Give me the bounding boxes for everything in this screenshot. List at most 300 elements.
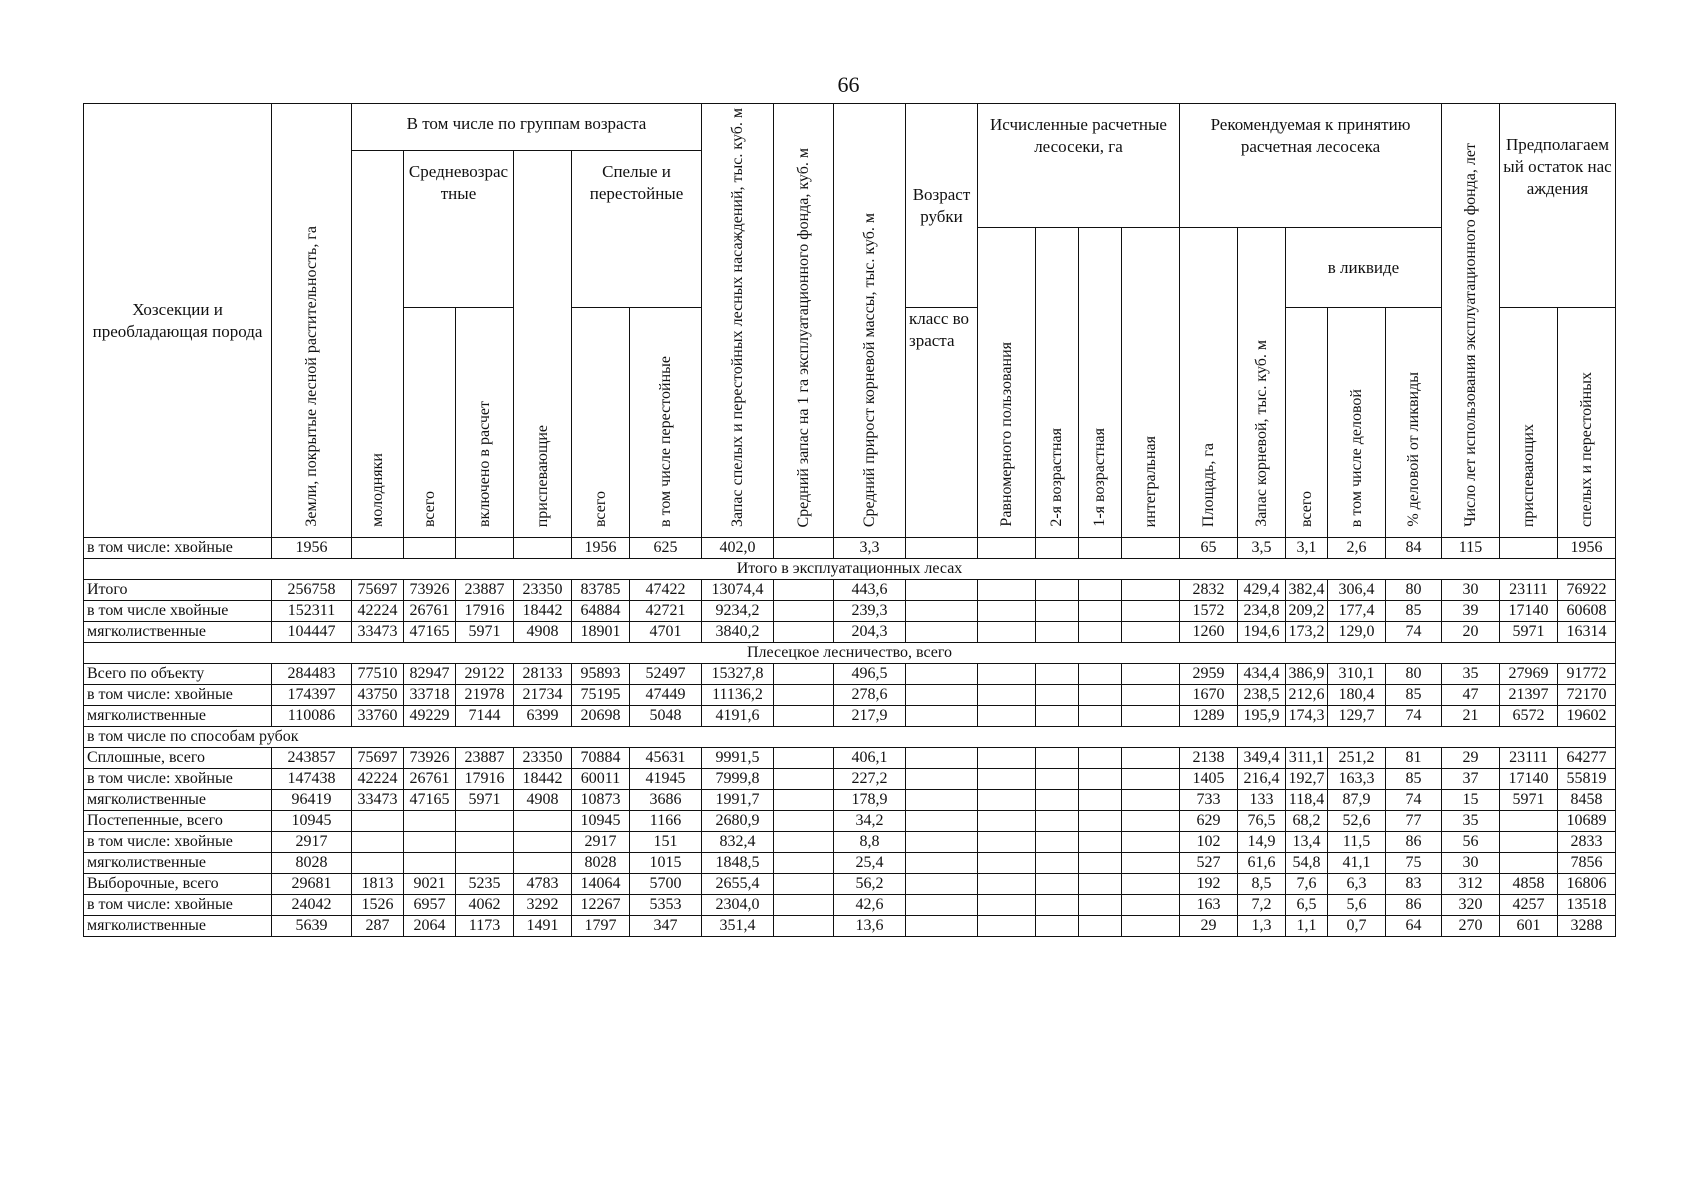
table-cell bbox=[404, 538, 456, 559]
table-cell bbox=[1036, 874, 1079, 895]
table-cell bbox=[774, 832, 834, 853]
table-cell bbox=[1036, 664, 1079, 685]
table-cell: 1813 bbox=[352, 874, 404, 895]
table-cell: 2,6 bbox=[1328, 538, 1386, 559]
table-cell bbox=[906, 580, 978, 601]
table-cell bbox=[774, 853, 834, 874]
table-cell: 4858 bbox=[1500, 874, 1558, 895]
table-cell: 1572 bbox=[1180, 601, 1238, 622]
header-avg-growth: Средний прирост корневой массы, тыс. куб. м bbox=[834, 104, 906, 538]
row-label: Всего по объекту bbox=[84, 664, 272, 685]
table-cell: 1015 bbox=[630, 853, 702, 874]
table-cell: 629 bbox=[1180, 811, 1238, 832]
table-cell bbox=[1036, 706, 1079, 727]
table-cell: 15327,8 bbox=[702, 664, 774, 685]
table-cell bbox=[1500, 811, 1558, 832]
table-cell bbox=[1122, 685, 1180, 706]
table-cell: 163 bbox=[1180, 895, 1238, 916]
table-cell: 1166 bbox=[630, 811, 702, 832]
row-label: Постепенные, всего bbox=[84, 811, 272, 832]
table-cell: 2138 bbox=[1180, 748, 1238, 769]
table-cell bbox=[1500, 538, 1558, 559]
table-cell bbox=[1079, 664, 1122, 685]
table-cell: 64277 bbox=[1558, 748, 1616, 769]
table-cell: 81 bbox=[1386, 748, 1442, 769]
row-label: Итого bbox=[84, 580, 272, 601]
table-cell bbox=[978, 580, 1036, 601]
table-cell: 5,6 bbox=[1328, 895, 1386, 916]
header-liquid-pct: % деловой от ликвиды bbox=[1386, 308, 1442, 538]
table-cell bbox=[774, 538, 834, 559]
table-cell: 35 bbox=[1442, 811, 1500, 832]
table-cell bbox=[456, 811, 514, 832]
table-cell bbox=[456, 832, 514, 853]
table-row bbox=[84, 706, 1616, 727]
table-cell: 33473 bbox=[352, 790, 404, 811]
table-cell: 91772 bbox=[1558, 664, 1616, 685]
table-cell bbox=[978, 748, 1036, 769]
table-cell: 55819 bbox=[1558, 769, 1616, 790]
table-cell: 163,3 bbox=[1328, 769, 1386, 790]
table-cell: 8028 bbox=[572, 853, 630, 874]
table-cell: 349,4 bbox=[1238, 748, 1286, 769]
row-label: в том числе: хвойные bbox=[84, 832, 272, 853]
table-cell: 60608 bbox=[1558, 601, 1616, 622]
table-cell: 80 bbox=[1386, 664, 1442, 685]
table-cell: 1956 bbox=[1558, 538, 1616, 559]
table-cell: 733 bbox=[1180, 790, 1238, 811]
table-row bbox=[84, 916, 1616, 937]
table-cell: 102 bbox=[1180, 832, 1238, 853]
table-cell: 6957 bbox=[404, 895, 456, 916]
table-cell: 7999,8 bbox=[702, 769, 774, 790]
row-label: мягколиственные bbox=[84, 853, 272, 874]
table-cell: 73926 bbox=[404, 748, 456, 769]
table-cell bbox=[906, 874, 978, 895]
table-cell: 29681 bbox=[272, 874, 352, 895]
table-cell: 2655,4 bbox=[702, 874, 774, 895]
table-cell: 832,4 bbox=[702, 832, 774, 853]
table-cell: 35 bbox=[1442, 664, 1500, 685]
table-cell bbox=[906, 601, 978, 622]
section-row bbox=[84, 559, 1616, 580]
table-cell bbox=[1122, 664, 1180, 685]
header-middle-incl: включено в расчет bbox=[456, 308, 514, 538]
table-cell bbox=[774, 601, 834, 622]
table-cell bbox=[978, 916, 1036, 937]
table-cell bbox=[774, 580, 834, 601]
table-cell bbox=[978, 790, 1036, 811]
table-cell: 284483 bbox=[272, 664, 352, 685]
table-cell: 75697 bbox=[352, 580, 404, 601]
table-cell: 20 bbox=[1442, 622, 1500, 643]
table-cell: 7144 bbox=[456, 706, 514, 727]
table-cell bbox=[352, 811, 404, 832]
table-cell: 5971 bbox=[1500, 622, 1558, 643]
table-cell: 133 bbox=[1238, 790, 1286, 811]
table-cell: 34,2 bbox=[834, 811, 906, 832]
table-cell bbox=[1079, 853, 1122, 874]
table-cell: 173,2 bbox=[1286, 622, 1328, 643]
header-root-stock: Запас корневой, тыс. куб. м bbox=[1238, 228, 1286, 538]
table-cell: 104447 bbox=[272, 622, 352, 643]
header-mature: Спелые и перестойные bbox=[572, 151, 702, 308]
table-cell: 6399 bbox=[514, 706, 572, 727]
table-cell: 45631 bbox=[630, 748, 702, 769]
table-cell bbox=[1079, 832, 1122, 853]
table-cell: 6,3 bbox=[1328, 874, 1386, 895]
table-cell: 64884 bbox=[572, 601, 630, 622]
table-cell: 87,9 bbox=[1328, 790, 1386, 811]
table-cell bbox=[978, 811, 1036, 832]
table-cell: 23887 bbox=[456, 580, 514, 601]
table-cell bbox=[1122, 538, 1180, 559]
table-cell: 13518 bbox=[1558, 895, 1616, 916]
section-row bbox=[84, 727, 1616, 748]
row-label: мягколиственные bbox=[84, 916, 272, 937]
table-cell bbox=[978, 601, 1036, 622]
table-cell bbox=[1036, 601, 1079, 622]
table-cell bbox=[906, 769, 978, 790]
table-cell: 47449 bbox=[630, 685, 702, 706]
table-cell: 47 bbox=[1442, 685, 1500, 706]
table-cell: 64 bbox=[1386, 916, 1442, 937]
table-cell: 23111 bbox=[1500, 748, 1558, 769]
table-cell: 1491 bbox=[514, 916, 572, 937]
table-cell: 151 bbox=[630, 832, 702, 853]
table-cell bbox=[978, 622, 1036, 643]
table-cell bbox=[906, 664, 978, 685]
table-cell: 3,1 bbox=[1286, 538, 1328, 559]
section-title: Плесецкое лесничество, всего bbox=[84, 643, 1616, 664]
table-cell: 6572 bbox=[1500, 706, 1558, 727]
table-cell: 9021 bbox=[404, 874, 456, 895]
table-cell bbox=[1079, 622, 1122, 643]
table-cell bbox=[514, 832, 572, 853]
table-cell: 18442 bbox=[514, 601, 572, 622]
table-cell: 4062 bbox=[456, 895, 514, 916]
table-cell bbox=[978, 895, 1036, 916]
table-cell: 1260 bbox=[1180, 622, 1238, 643]
table-cell: 174397 bbox=[272, 685, 352, 706]
table-cell bbox=[1122, 580, 1180, 601]
table-cell bbox=[1036, 895, 1079, 916]
table-cell bbox=[1122, 811, 1180, 832]
table-cell: 434,4 bbox=[1238, 664, 1286, 685]
forest-cutting-table bbox=[83, 103, 1616, 937]
table-cell bbox=[1079, 685, 1122, 706]
table-cell: 238,5 bbox=[1238, 685, 1286, 706]
table-cell bbox=[906, 538, 978, 559]
table-cell: 23350 bbox=[514, 580, 572, 601]
table-cell: 77510 bbox=[352, 664, 404, 685]
table-cell: 227,2 bbox=[834, 769, 906, 790]
table-cell bbox=[906, 895, 978, 916]
table-cell bbox=[1079, 706, 1122, 727]
table-cell: 129,0 bbox=[1328, 622, 1386, 643]
table-cell bbox=[978, 706, 1036, 727]
row-label: в том числе: хвойные bbox=[84, 538, 272, 559]
header-liquid: в ликвиде bbox=[1286, 228, 1442, 308]
table-cell: 47165 bbox=[404, 622, 456, 643]
table-row bbox=[84, 769, 1616, 790]
table-cell: 4908 bbox=[514, 790, 572, 811]
table-body bbox=[84, 538, 1616, 937]
table-cell: 204,3 bbox=[834, 622, 906, 643]
table-cell: 83 bbox=[1386, 874, 1442, 895]
table-cell: 194,6 bbox=[1238, 622, 1286, 643]
table-cell: 178,9 bbox=[834, 790, 906, 811]
table-cell: 351,4 bbox=[702, 916, 774, 937]
table-cell bbox=[1079, 580, 1122, 601]
header-calc-cut: Исчисленные расчетные лесосеки, га bbox=[978, 104, 1180, 228]
table-row bbox=[84, 853, 1616, 874]
header-premature: приспевающие bbox=[514, 151, 572, 538]
table-cell: 74 bbox=[1386, 706, 1442, 727]
table-cell: 52497 bbox=[630, 664, 702, 685]
table-cell bbox=[1122, 706, 1180, 727]
table-cell: 74 bbox=[1386, 790, 1442, 811]
table-cell: 239,3 bbox=[834, 601, 906, 622]
table-cell: 625 bbox=[630, 538, 702, 559]
table-cell bbox=[906, 706, 978, 727]
table-cell: 278,6 bbox=[834, 685, 906, 706]
table-cell: 28133 bbox=[514, 664, 572, 685]
header-covered-land: Земли, покрытые лесной растительность, га bbox=[272, 104, 352, 538]
table-cell: 10945 bbox=[272, 811, 352, 832]
table-cell bbox=[456, 538, 514, 559]
table-cell: 20698 bbox=[572, 706, 630, 727]
header-recommended-cut: Рекомендуемая к принятию расчетная лесосека bbox=[1180, 104, 1442, 228]
table-cell: 17140 bbox=[1500, 601, 1558, 622]
table-cell: 527 bbox=[1180, 853, 1238, 874]
table-cell bbox=[1036, 853, 1079, 874]
table-cell: 192,7 bbox=[1286, 769, 1328, 790]
header-mature-over: в том числе перестойные bbox=[630, 308, 702, 538]
table-cell: 2064 bbox=[404, 916, 456, 937]
table-cell: 118,4 bbox=[1286, 790, 1328, 811]
table-cell: 10945 bbox=[572, 811, 630, 832]
table-cell: 42,6 bbox=[834, 895, 906, 916]
table-cell: 37 bbox=[1442, 769, 1500, 790]
header-farm-section: Хозсекции и преобладающая порода bbox=[84, 104, 272, 538]
table-cell bbox=[1036, 580, 1079, 601]
table-cell bbox=[1079, 790, 1122, 811]
table-cell: 12267 bbox=[572, 895, 630, 916]
header-cut-age: Возраст рубки bbox=[906, 104, 978, 308]
table-cell: 76922 bbox=[1558, 580, 1616, 601]
header-uniform: Равномерного пользования bbox=[978, 228, 1036, 538]
table-row bbox=[84, 685, 1616, 706]
table-cell: 3840,2 bbox=[702, 622, 774, 643]
table-row bbox=[84, 790, 1616, 811]
table-cell: 23350 bbox=[514, 748, 572, 769]
table-cell: 13,6 bbox=[834, 916, 906, 937]
table-cell: 270 bbox=[1442, 916, 1500, 937]
table-cell: 80 bbox=[1386, 580, 1442, 601]
table-cell: 1956 bbox=[572, 538, 630, 559]
table-cell: 2680,9 bbox=[702, 811, 774, 832]
table-cell: 4191,6 bbox=[702, 706, 774, 727]
table-cell: 1,1 bbox=[1286, 916, 1328, 937]
section-title: в том числе по способам рубок bbox=[84, 727, 1616, 748]
header-avg-stock: Средний запас на 1 га эксплуатационного фонда, куб. м bbox=[774, 104, 834, 538]
table-cell: 54,8 bbox=[1286, 853, 1328, 874]
table-cell: 13074,4 bbox=[702, 580, 774, 601]
table-cell: 21 bbox=[1442, 706, 1500, 727]
header-middle-age: Средневозрастные bbox=[404, 151, 514, 308]
table-cell bbox=[1036, 538, 1079, 559]
header-integral: интегральная bbox=[1122, 228, 1180, 538]
table-cell bbox=[404, 811, 456, 832]
table-cell bbox=[1079, 769, 1122, 790]
table-cell bbox=[1500, 832, 1558, 853]
table-cell bbox=[774, 748, 834, 769]
table-cell bbox=[978, 769, 1036, 790]
header-young: молодняки bbox=[352, 151, 404, 538]
table-cell bbox=[514, 853, 572, 874]
header-rem-mature: спелых и перестойных bbox=[1558, 308, 1616, 538]
table-cell bbox=[1036, 811, 1079, 832]
table-cell bbox=[1036, 832, 1079, 853]
table-cell: 251,2 bbox=[1328, 748, 1386, 769]
table-cell: 74 bbox=[1386, 622, 1442, 643]
table-cell: 16806 bbox=[1558, 874, 1616, 895]
table-cell bbox=[404, 853, 456, 874]
table-cell: 56,2 bbox=[834, 874, 906, 895]
table-cell bbox=[906, 622, 978, 643]
table-cell: 75 bbox=[1386, 853, 1442, 874]
table-cell: 65 bbox=[1180, 538, 1238, 559]
page-number: 66 bbox=[837, 72, 860, 97]
table-cell: 42721 bbox=[630, 601, 702, 622]
table-cell: 10689 bbox=[1558, 811, 1616, 832]
table-cell bbox=[906, 790, 978, 811]
table-cell bbox=[774, 664, 834, 685]
table-cell: 26761 bbox=[404, 769, 456, 790]
table-cell: 402,0 bbox=[702, 538, 774, 559]
table-cell: 406,1 bbox=[834, 748, 906, 769]
table-cell: 7,6 bbox=[1286, 874, 1328, 895]
table-cell: 306,4 bbox=[1328, 580, 1386, 601]
table-cell bbox=[978, 874, 1036, 895]
table-row bbox=[84, 811, 1616, 832]
table-cell: 1797 bbox=[572, 916, 630, 937]
table-cell: 85 bbox=[1386, 769, 1442, 790]
table-cell: 8,8 bbox=[834, 832, 906, 853]
table-cell: 234,8 bbox=[1238, 601, 1286, 622]
table-cell: 311,1 bbox=[1286, 748, 1328, 769]
table-cell: 1173 bbox=[456, 916, 514, 937]
table-cell bbox=[978, 832, 1036, 853]
table-cell: 1,3 bbox=[1238, 916, 1286, 937]
table-cell: 129,7 bbox=[1328, 706, 1386, 727]
table-cell bbox=[352, 832, 404, 853]
header-remainder: Предполагаемый остаток насаждения bbox=[1500, 104, 1616, 308]
table-cell: 61,6 bbox=[1238, 853, 1286, 874]
table-cell bbox=[1122, 832, 1180, 853]
table-cell bbox=[1122, 769, 1180, 790]
header-liquid-all: всего bbox=[1286, 308, 1328, 538]
table-cell: 601 bbox=[1500, 916, 1558, 937]
header-area: Площадь, га bbox=[1180, 228, 1238, 538]
table-cell bbox=[1122, 601, 1180, 622]
table-cell: 23887 bbox=[456, 748, 514, 769]
table-cell bbox=[1122, 622, 1180, 643]
table-cell: 180,4 bbox=[1328, 685, 1386, 706]
table-cell: 2833 bbox=[1558, 832, 1616, 853]
header-stock-mature: Запас спелых и перестойных лесных насаждений, тыс. куб. м bbox=[702, 104, 774, 538]
table-row bbox=[84, 580, 1616, 601]
table-cell: 42224 bbox=[352, 769, 404, 790]
table-cell: 26761 bbox=[404, 601, 456, 622]
table-cell: 21978 bbox=[456, 685, 514, 706]
table-cell: 86 bbox=[1386, 832, 1442, 853]
table-cell: 82947 bbox=[404, 664, 456, 685]
table-cell: 75697 bbox=[352, 748, 404, 769]
table-cell bbox=[774, 811, 834, 832]
table-cell: 77 bbox=[1386, 811, 1442, 832]
table-cell: 11136,2 bbox=[702, 685, 774, 706]
header-rem-premature: приспевающих bbox=[1500, 308, 1558, 538]
table-cell: 83785 bbox=[572, 580, 630, 601]
table-cell bbox=[1079, 916, 1122, 937]
table-cell bbox=[774, 874, 834, 895]
table-cell: 95893 bbox=[572, 664, 630, 685]
table-cell bbox=[1122, 748, 1180, 769]
table-cell: 85 bbox=[1386, 601, 1442, 622]
header-age-class: класс возраста bbox=[906, 308, 978, 538]
table-cell: 29 bbox=[1442, 748, 1500, 769]
table-cell: 8458 bbox=[1558, 790, 1616, 811]
table-cell: 1526 bbox=[352, 895, 404, 916]
table-cell: 6,5 bbox=[1286, 895, 1328, 916]
table-cell bbox=[1079, 895, 1122, 916]
table-cell: 1991,7 bbox=[702, 790, 774, 811]
table-cell: 18901 bbox=[572, 622, 630, 643]
table-cell: 33718 bbox=[404, 685, 456, 706]
table-cell: 47165 bbox=[404, 790, 456, 811]
table-cell: 382,4 bbox=[1286, 580, 1328, 601]
table-cell bbox=[906, 685, 978, 706]
table-cell: 72170 bbox=[1558, 685, 1616, 706]
table-cell: 41945 bbox=[630, 769, 702, 790]
table-cell bbox=[1079, 748, 1122, 769]
table-cell: 42224 bbox=[352, 601, 404, 622]
table-cell: 5048 bbox=[630, 706, 702, 727]
table-cell: 56 bbox=[1442, 832, 1500, 853]
table-cell: 4783 bbox=[514, 874, 572, 895]
table-row bbox=[84, 664, 1616, 685]
table-cell: 68,2 bbox=[1286, 811, 1328, 832]
table-cell: 73926 bbox=[404, 580, 456, 601]
table-cell: 13,4 bbox=[1286, 832, 1328, 853]
table-cell bbox=[1036, 790, 1079, 811]
table-cell: 152311 bbox=[272, 601, 352, 622]
table-cell: 1956 bbox=[272, 538, 352, 559]
table-cell: 3,5 bbox=[1238, 538, 1286, 559]
table-cell: 84 bbox=[1386, 538, 1442, 559]
table-cell: 49229 bbox=[404, 706, 456, 727]
table-cell: 25,4 bbox=[834, 853, 906, 874]
section-row bbox=[84, 643, 1616, 664]
table-row bbox=[84, 538, 1616, 559]
table-cell: 29122 bbox=[456, 664, 514, 685]
table-cell: 496,5 bbox=[834, 664, 906, 685]
table-cell bbox=[978, 664, 1036, 685]
table-cell bbox=[1122, 874, 1180, 895]
table-row bbox=[84, 601, 1616, 622]
